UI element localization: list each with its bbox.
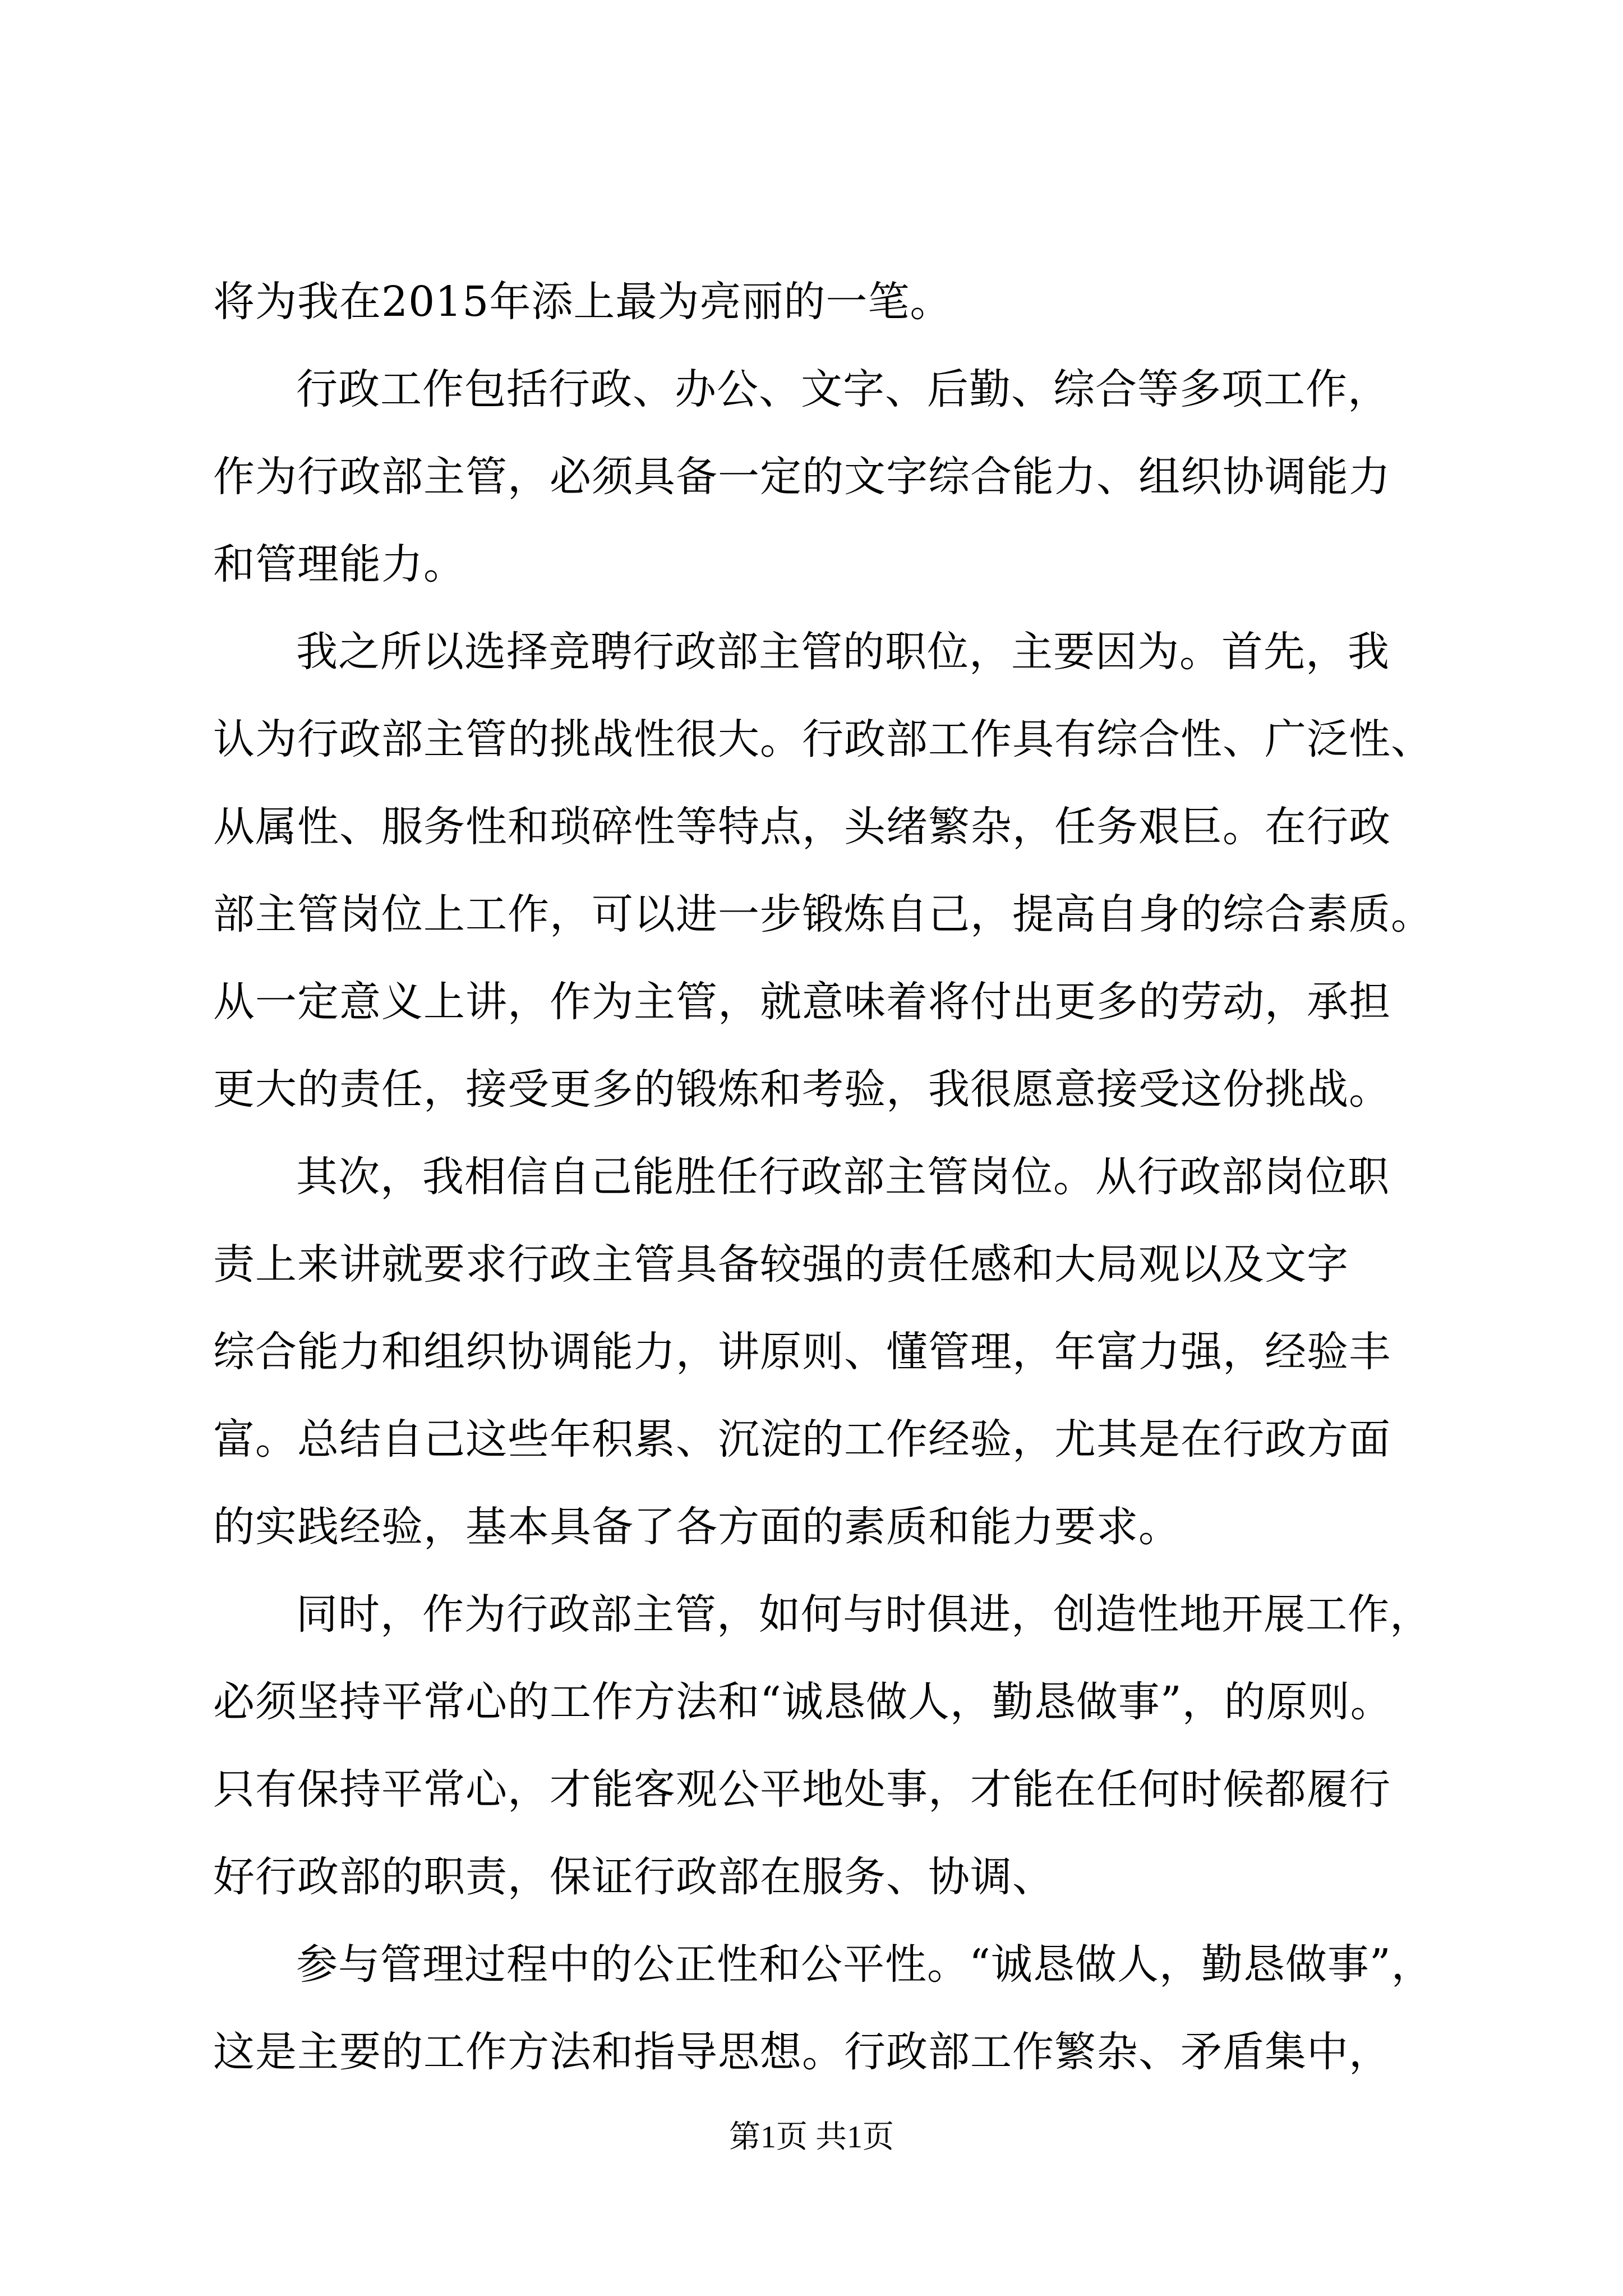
paragraph-start-line: 参与管理过程中的公正性和公平性。“诚恳做人，勤恳做事”， [296, 1940, 1433, 1989]
page-number-label: 第1页 共1页 [729, 2120, 894, 2155]
text-line: 综合能力和组织协调能力，讲原则、懂管理，年富力强，经验丰 [213, 1328, 1391, 1376]
text-line: 这是主要的工作方法和指导思想。行政部工作繁杂、矛盾集中， [213, 2028, 1391, 2076]
paragraph-start-line: 行政工作包括行政、办公、文字、后勤、综合等多项工作， [296, 365, 1390, 413]
paragraph-start-line: 我之所以选择竞聘行政部主管的职位，主要因为。首先，我 [296, 628, 1390, 676]
text-line: 责上来讲就要求行政主管具备较强的责任感和大局观以及文字 [213, 1240, 1349, 1289]
document-body [213, 258, 1436, 2096]
text-line: 的实践经验，基本具备了各方面的素质和能力要求。 [213, 1503, 1181, 1551]
text-line: 认为行政部主管的挑战性很大。行政部工作具有综合性、广泛性、 [213, 715, 1433, 763]
paragraph-start-line: 同时，作为行政部主管，如何与时俱进，创造性地开展工作， [296, 1590, 1432, 1639]
text-line: 作为行政部主管，必须具备一定的文字综合能力、组织协调能力 [213, 453, 1391, 501]
text-line: 更大的责任，接受更多的锻炼和考验，我很愿意接受这份挑战。 [213, 1065, 1391, 1114]
text-line: 好行政部的职责，保证行政部在服务、协调、 [213, 1853, 1054, 1901]
text-line: 将为我在2015年添上最为亮丽的一笔。 [213, 278, 952, 326]
text-line: 从属性、服务性和琐碎性等特点，头绪繁杂，任务艰巨。在行政 [213, 803, 1391, 851]
paragraph-start-line: 其次，我相信自己能胜任行政部主管岗位。从行政部岗位职 [296, 1153, 1390, 1201]
text-line: 部主管岗位上工作，可以进一步锻炼自己，提高自身的综合素质。 [213, 890, 1433, 938]
text-line: 从一定意义上讲，作为主管，就意味着将付出更多的劳动，承担 [213, 978, 1391, 1026]
page-footer [0, 2115, 1623, 2160]
text-line: 必须坚持平常心的工作方法和“诚恳做人，勤恳做事”，的原则。 [213, 1678, 1393, 1726]
text-line: 只有保持平常心，才能客观公平地处事，才能在任何时候都履行 [213, 1765, 1391, 1814]
text-line: 富。总结自己这些年积累、沉淀的工作经验，尤其是在行政方面 [213, 1415, 1391, 1464]
text-line: 和管理能力。 [213, 540, 465, 588]
